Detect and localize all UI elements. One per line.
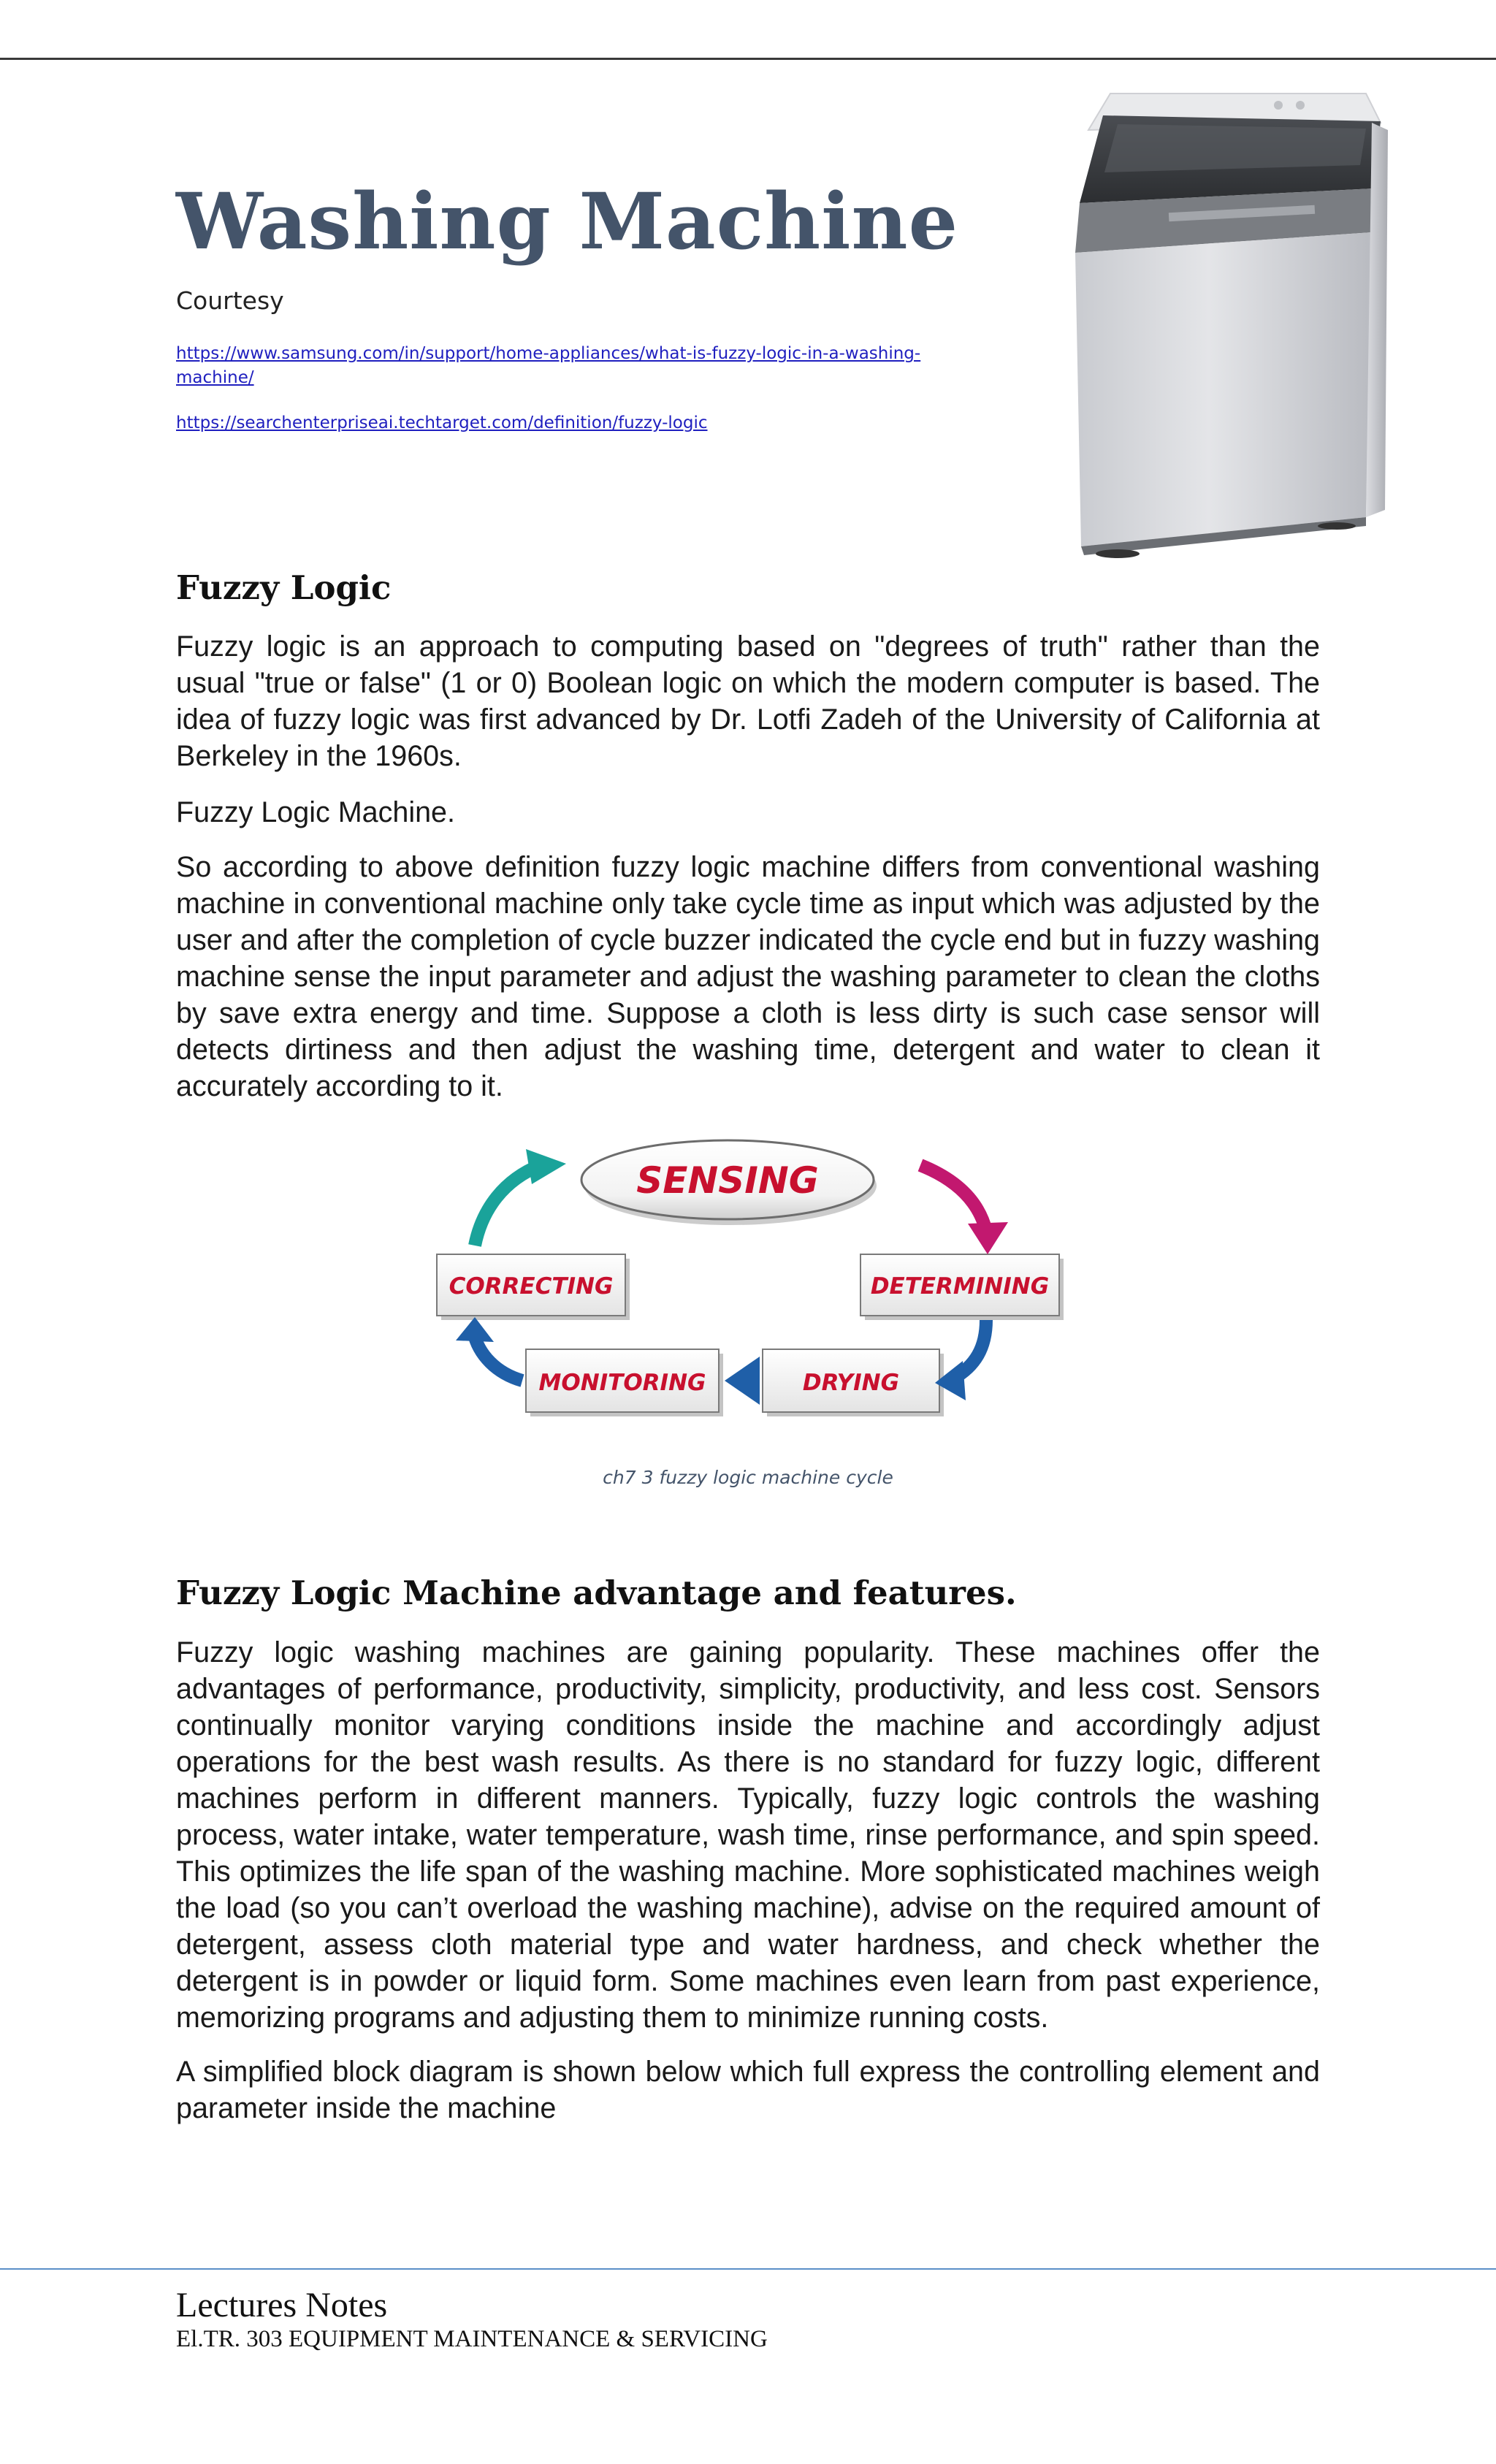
footer-course: El.TR. 303 EQUIPMENT MAINTENANCE & SERVICING xyxy=(176,2326,768,2352)
paragraph-comparison: So according to above definition fuzzy logic machine differs from conventional washing machine in conventional machine only take cycle time as input which was adjusted by the user and after the completion of cycle buzzer indicated the cycle end but in fuzzy washing machine sense the input parameter and adjust the washing parameter to clean the cloths by save extra energy and time. Suppose a cloth is less dirty is such case sensor will detects dirtiness and then adjust the washing time, detergent and water to clean it accurately according to it. xyxy=(176,851,1320,1102)
monitoring-label: MONITORING xyxy=(538,1370,706,1396)
samsung-link[interactable]: https://www.samsung.com/in/support/home-appliances/what-is-fuzzy-logic-in-a-washing-machine/ xyxy=(176,344,921,387)
arrow-sensing-to-determining xyxy=(920,1165,986,1231)
figure-caption: ch7 3 fuzzy logic machine cycle xyxy=(603,1467,893,1488)
sensing-label: SENSING xyxy=(636,1159,819,1202)
arrow-head-teal xyxy=(526,1149,566,1184)
drying-label: DRYING xyxy=(802,1370,900,1396)
section-heading-fuzzy-logic: Fuzzy Logic xyxy=(176,568,392,607)
arrow-drying-to-monitoring xyxy=(725,1357,760,1405)
determining-label: DETERMINING xyxy=(870,1273,1050,1300)
header-rule xyxy=(0,58,1496,60)
arrow-head-blue-left xyxy=(456,1317,494,1342)
correcting-label: CORRECTING xyxy=(449,1273,614,1300)
section-heading-advantages: Fuzzy Logic Machine advantage and features. xyxy=(176,1574,1017,1612)
page-title: Washing Machine xyxy=(176,175,959,267)
footer-rule xyxy=(0,2268,1496,2270)
paragraph-machine-label: Fuzzy Logic Machine. xyxy=(176,796,456,828)
paragraph-block-diagram-intro: A simplified block diagram is shown below which full express the controlling element and parameter inside the machine xyxy=(176,2056,1320,2124)
techtarget-link[interactable]: https://searchenterpriseai.techtarget.com/definition/fuzzy-logic xyxy=(176,413,708,432)
footer-title: Lectures Notes xyxy=(176,2286,388,2324)
paragraph-advantages: Fuzzy logic washing machines are gaining popularity. These machines offer the advantages of performance, productivity, simplicity, productivity, and less cost. Sensors continually monitor varying conditions inside the machine and accordingly adjust operations for the best wash results. As there is no standard for fuzzy logic, different machines perform in different manners. Typically, fuzzy logic controls the washing process, water intake, water temperature, wash time, rinse performance, and spin speed. This optimizes the life span of the washing machine. More sophisticated machines weigh the load (so you can’t overload the washing machine), advise on the required amount of detergent, assess cloth material type and water hardness, and check whether the detergent is in powder or liquid form. Some machines even learn from past experience, memorizing programs and adjusting them to minimize running costs. xyxy=(176,1636,1320,2034)
courtesy-label: Courtesy xyxy=(176,286,284,315)
arrow-head-magenta xyxy=(968,1222,1008,1254)
paragraph-definition: Fuzzy logic is an approach to computing based on "degrees of truth" rather than the usual "true or false" (1 or 0) Boolean logic on which the modern computer is based. The idea of fuzzy logic was first advanced by Dr. Lotfi Zadeh of the University of California at Berkeley in the 1960s. xyxy=(176,630,1320,772)
washing-machine-image xyxy=(1059,79,1402,561)
fuzzy-cycle-diagram xyxy=(431,1129,1074,1435)
